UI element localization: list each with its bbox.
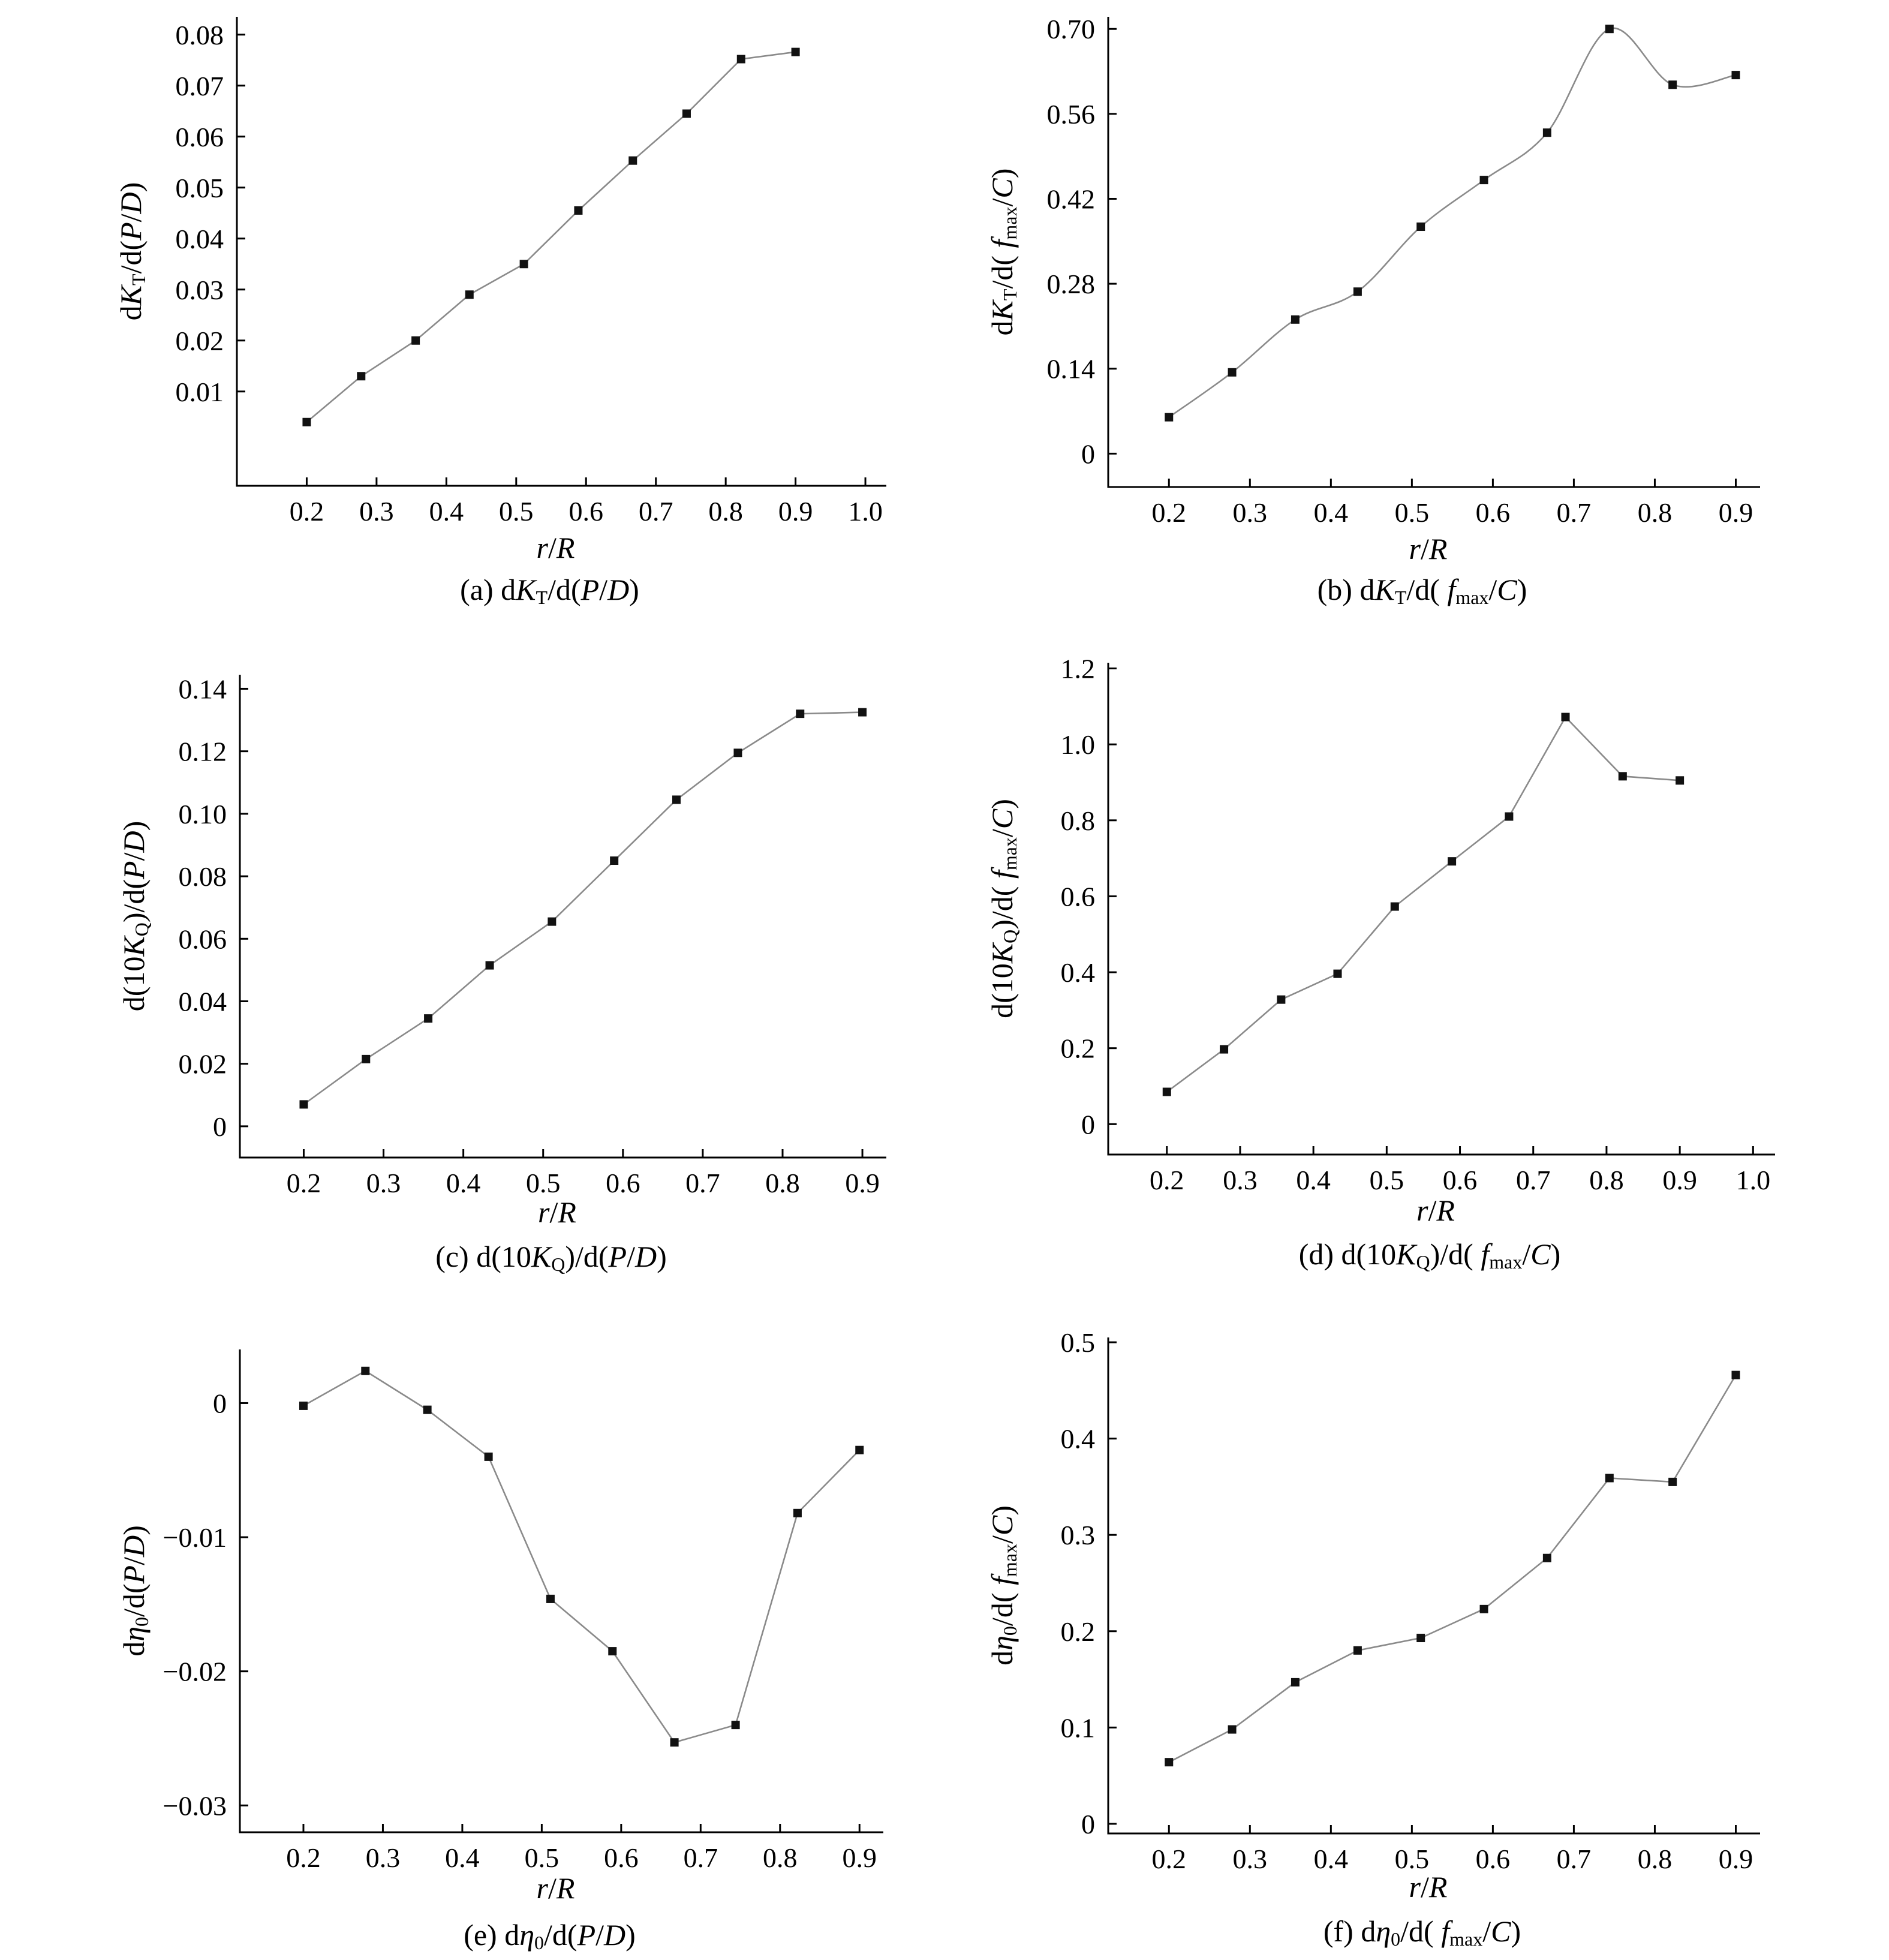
data-point-marker xyxy=(1291,1678,1300,1687)
x-tick-label: 0.8 xyxy=(1637,1844,1673,1874)
x-tick-label: 0.9 xyxy=(842,1842,877,1873)
x-tick-label: 0.6 xyxy=(1475,1844,1511,1874)
data-point-marker xyxy=(1416,1634,1425,1642)
x-tick-label: 0.6 xyxy=(1442,1165,1478,1195)
data-point-marker xyxy=(670,1738,679,1746)
data-point-marker xyxy=(1353,287,1362,296)
data-point-marker xyxy=(362,1055,370,1063)
x-tick-label: 0.6 xyxy=(1475,497,1511,528)
x-tick-label: 0.9 xyxy=(1662,1165,1697,1195)
data-point-marker xyxy=(796,710,804,718)
data-point-marker xyxy=(1605,25,1614,33)
x-tick-label: 0.8 xyxy=(765,1168,800,1198)
x-tick-label: 0.4 xyxy=(1296,1165,1331,1195)
y-tick-label: 0.04 xyxy=(178,986,227,1017)
x-tick-label: 0.6 xyxy=(568,496,604,527)
data-point-marker xyxy=(792,48,800,56)
x-tick-label: 0.4 xyxy=(1313,497,1349,528)
data-point-marker xyxy=(732,1721,740,1729)
y-tick-label: 0.14 xyxy=(178,674,227,705)
x-axis-label: r/R xyxy=(1409,532,1448,566)
data-point-marker xyxy=(1228,368,1237,377)
x-tick-label: 0.8 xyxy=(1589,1165,1624,1195)
data-point-marker xyxy=(486,961,494,970)
x-tick-label: 0.8 xyxy=(763,1842,798,1873)
data-point-marker xyxy=(1165,413,1173,422)
y-tick-label: 0.04 xyxy=(175,223,224,254)
data-point-marker xyxy=(465,290,474,299)
x-tick-label: 0.8 xyxy=(1637,497,1673,528)
x-tick-label: 0.6 xyxy=(606,1168,640,1198)
series-line xyxy=(1169,28,1735,417)
y-tick-label: 0.02 xyxy=(178,1048,227,1080)
y-tick-label: 0.08 xyxy=(175,19,224,50)
y-tick-label: 0 xyxy=(1081,1109,1095,1140)
series-line xyxy=(303,713,862,1105)
chart-panel-f xyxy=(985,1327,1760,1950)
data-point-marker xyxy=(737,55,745,64)
x-tick-label: 0.5 xyxy=(1394,497,1430,528)
x-tick-label: 0.2 xyxy=(1151,1844,1187,1874)
panel-caption: (c) d(10KQ)/d(P/D) xyxy=(435,1240,667,1276)
y-tick-label: 0.3 xyxy=(1060,1520,1095,1551)
x-tick-label: 0.7 xyxy=(683,1842,718,1873)
y-tick-label: 0.03 xyxy=(175,274,224,305)
x-axis-label: r/R xyxy=(538,1195,576,1229)
y-tick-label: 0.12 xyxy=(178,736,227,767)
chart-panel-e xyxy=(117,1349,883,1953)
x-axis-label: r/R xyxy=(1409,1870,1448,1904)
y-tick-label: 0 xyxy=(213,1388,227,1419)
y-tick-label: 0.56 xyxy=(1046,98,1095,130)
y-tick-label: 0.06 xyxy=(178,924,227,955)
panel-caption: (e) dη0/d(P/D) xyxy=(464,1918,636,1954)
panel-caption: (d) d(10KQ)/d( fmax/C) xyxy=(1298,1237,1561,1273)
x-tick-label: 0.9 xyxy=(845,1168,880,1198)
data-point-marker xyxy=(858,708,867,717)
x-tick-label: 0.4 xyxy=(1313,1844,1349,1874)
data-point-marker xyxy=(1480,1605,1488,1613)
y-axis-label: d(10KQ)/d(P/D) xyxy=(117,820,153,1012)
x-tick-label: 0.7 xyxy=(1556,1844,1592,1874)
data-point-marker xyxy=(485,1453,493,1461)
y-tick-label: 0.70 xyxy=(1046,14,1095,45)
x-tick-label: 0.7 xyxy=(1515,1165,1551,1195)
x-tick-label: 0.8 xyxy=(708,496,743,527)
x-tick-label: 0.4 xyxy=(446,1168,481,1198)
y-tick-label: 0 xyxy=(1081,1808,1095,1839)
y-tick-label: 0.8 xyxy=(1060,805,1095,836)
data-point-marker xyxy=(608,1647,616,1655)
y-tick-label: 0.28 xyxy=(1046,269,1095,300)
axes-frame xyxy=(237,17,886,486)
axes-frame xyxy=(240,1349,883,1832)
x-tick-label: 0.5 xyxy=(1369,1165,1404,1195)
data-point-marker xyxy=(1291,315,1300,324)
x-tick-label: 0.5 xyxy=(525,1168,561,1198)
data-point-marker xyxy=(1353,1646,1362,1655)
x-axis-label: r/R xyxy=(536,1871,575,1905)
data-point-marker xyxy=(423,1406,432,1414)
x-tick-label: 0.9 xyxy=(778,496,813,527)
x-tick-label: 0.9 xyxy=(1718,1844,1753,1874)
data-point-marker xyxy=(1731,71,1740,79)
x-tick-label: 0.5 xyxy=(499,496,534,527)
x-tick-label: 0.9 xyxy=(1718,497,1753,528)
x-tick-label: 0.3 xyxy=(366,1168,401,1198)
y-tick-label: 0.02 xyxy=(175,325,224,356)
data-point-marker xyxy=(1562,713,1570,722)
data-point-marker xyxy=(299,1402,308,1410)
data-point-marker xyxy=(1277,996,1285,1004)
x-tick-label: 0.2 xyxy=(1151,497,1187,528)
chart-panel-d xyxy=(985,653,1775,1273)
x-tick-label: 0.5 xyxy=(1394,1844,1430,1874)
data-point-marker xyxy=(546,1595,555,1603)
data-point-marker xyxy=(424,1014,432,1023)
data-point-marker xyxy=(1448,857,1456,865)
data-point-marker xyxy=(1480,176,1488,184)
y-tick-label: 0.6 xyxy=(1060,881,1095,912)
x-tick-label: 0.3 xyxy=(365,1842,401,1873)
data-point-marker xyxy=(1668,1478,1677,1486)
y-tick-label: 0.5 xyxy=(1060,1327,1095,1358)
data-point-marker xyxy=(1163,1088,1171,1096)
x-axis-label: r/R xyxy=(1416,1194,1455,1227)
data-point-marker xyxy=(1619,772,1627,780)
data-point-marker xyxy=(357,372,365,380)
x-tick-label: 0.3 xyxy=(1232,497,1268,528)
y-tick-label: 0.07 xyxy=(175,70,224,101)
y-tick-label: −0.01 xyxy=(163,1522,227,1553)
y-tick-label: 0.2 xyxy=(1060,1616,1095,1647)
y-tick-label: 0.08 xyxy=(178,861,227,892)
y-tick-label: 0.06 xyxy=(175,121,224,152)
data-point-marker xyxy=(793,1509,802,1517)
data-point-marker xyxy=(628,157,637,165)
data-point-marker xyxy=(1333,970,1341,978)
data-point-marker xyxy=(610,856,618,865)
chart-panel-a xyxy=(114,17,886,608)
axes-frame xyxy=(1108,17,1760,487)
y-tick-label: 1.0 xyxy=(1060,729,1095,760)
data-point-marker xyxy=(1543,1554,1551,1562)
series-line xyxy=(303,1371,859,1742)
x-tick-label: 0.2 xyxy=(286,1168,321,1198)
y-tick-label: 0.1 xyxy=(1060,1712,1095,1743)
x-tick-label: 0.7 xyxy=(685,1168,720,1198)
data-point-marker xyxy=(1391,903,1399,911)
panel-caption: (b) dKT/d( fmax/C) xyxy=(1317,573,1527,609)
x-tick-label: 0.4 xyxy=(429,496,464,527)
data-point-marker xyxy=(733,748,742,757)
series-line xyxy=(1167,717,1680,1092)
chart-panel-c xyxy=(117,674,886,1275)
data-point-marker xyxy=(1220,1045,1228,1054)
x-tick-label: 0.4 xyxy=(445,1842,480,1873)
x-tick-label: 0.5 xyxy=(524,1842,560,1873)
y-tick-label: −0.02 xyxy=(163,1656,227,1687)
x-tick-label: 0.3 xyxy=(359,496,394,527)
data-point-marker xyxy=(1731,1371,1740,1379)
data-point-marker xyxy=(1668,80,1677,89)
x-tick-label: 0.3 xyxy=(1232,1844,1268,1874)
y-tick-label: 1.2 xyxy=(1060,653,1095,684)
data-point-marker xyxy=(302,418,311,426)
y-tick-label: 0.05 xyxy=(175,172,224,203)
axes-frame xyxy=(240,675,886,1158)
series-line xyxy=(1169,1375,1735,1763)
data-point-marker xyxy=(682,110,691,118)
data-point-marker xyxy=(1605,1474,1614,1482)
data-point-marker xyxy=(299,1100,308,1108)
y-tick-label: 0 xyxy=(1081,438,1095,470)
data-point-marker xyxy=(520,260,528,268)
data-point-marker xyxy=(1505,812,1513,820)
data-point-marker xyxy=(1416,223,1425,231)
data-point-marker xyxy=(672,795,681,804)
x-tick-label: 0.2 xyxy=(289,496,324,527)
x-tick-label: 0.7 xyxy=(1556,497,1592,528)
y-tick-label: 0.01 xyxy=(175,376,224,407)
panel-caption: (f) dη0/d( fmax/C) xyxy=(1323,1914,1521,1950)
axes-frame xyxy=(1108,1337,1760,1833)
data-point-marker xyxy=(1165,1758,1173,1766)
y-tick-label: −0.03 xyxy=(163,1790,227,1821)
data-point-marker xyxy=(574,206,582,215)
series-line xyxy=(306,52,795,422)
x-tick-label: 1.0 xyxy=(1735,1165,1771,1195)
y-tick-label: 0 xyxy=(213,1111,227,1142)
x-axis-label: r/R xyxy=(536,531,575,564)
data-point-marker xyxy=(1676,776,1684,784)
y-tick-label: 0.2 xyxy=(1060,1033,1095,1064)
axes-frame xyxy=(1108,663,1775,1155)
y-axis-label: dη0/d(P/D) xyxy=(117,1525,153,1657)
y-axis-label: dKT/d(P/D) xyxy=(114,182,150,321)
y-tick-label: 0.4 xyxy=(1060,957,1095,988)
y-axis-label: d(10KQ)/d( fmax/C) xyxy=(985,799,1021,1018)
x-tick-label: 0.2 xyxy=(286,1842,321,1873)
x-tick-label: 0.7 xyxy=(638,496,673,527)
y-tick-label: 0.42 xyxy=(1046,184,1095,215)
y-axis-label: dη0/d( fmax/C) xyxy=(985,1505,1021,1666)
y-tick-label: 0.4 xyxy=(1060,1423,1095,1454)
data-point-marker xyxy=(361,1367,369,1375)
data-point-marker xyxy=(548,918,556,926)
y-tick-label: 0.10 xyxy=(178,798,227,829)
data-point-marker xyxy=(411,336,420,345)
x-tick-label: 0.3 xyxy=(1223,1165,1258,1195)
data-point-marker xyxy=(855,1446,864,1454)
x-tick-label: 0.2 xyxy=(1150,1165,1184,1195)
panel-caption: (a) dKT/d(P/D) xyxy=(460,573,639,609)
data-point-marker xyxy=(1228,1725,1237,1734)
x-tick-label: 1.0 xyxy=(848,496,883,527)
y-axis-label: dKT/d( fmax/C) xyxy=(985,168,1021,336)
x-tick-label: 0.6 xyxy=(604,1842,639,1873)
data-point-marker xyxy=(1543,128,1551,137)
y-tick-label: 0.14 xyxy=(1046,353,1095,384)
chart-panel-b xyxy=(985,14,1760,608)
